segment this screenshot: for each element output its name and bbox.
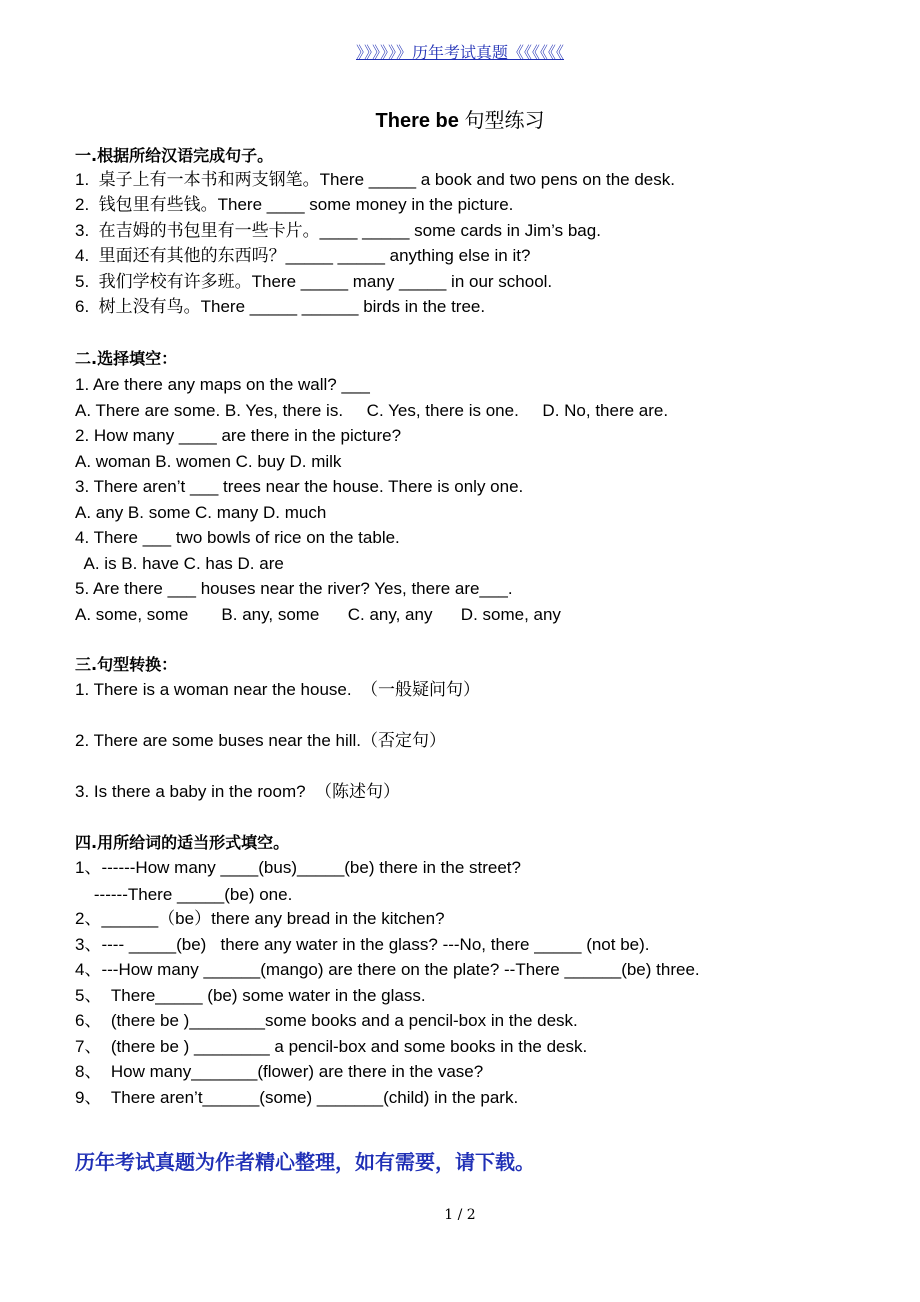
section1-item: 5. 我们学校有许多班。There _____ many _____ in our school. (75, 272, 553, 291)
section2-item: 3. There aren’t ___ trees near the house. There is only one. (75, 477, 524, 496)
section2-item: A. woman B. women C. buy D. milk (75, 452, 342, 471)
section4-item: 6、 (there be )________some books and a pencil-box in the desk. (75, 1011, 578, 1030)
section1-item: 6. 树上没有鸟。There _____ ______ birds in the tree. (75, 297, 486, 316)
section3-heading: 三.句型转换： (75, 655, 178, 674)
section3-item: 2. There are some buses near the hill.（否定句） (75, 731, 447, 750)
page-title (0, 104, 920, 133)
section2-item: 2. How many ____ are there in the picture? (75, 426, 402, 445)
section4-item: 3、---- _____(be) there any water in the glass? ---No, there _____ (not be). (75, 935, 650, 954)
title-english: There be (375, 110, 465, 132)
section4-item: 2、______（be）there any bread in the kitchen? (75, 909, 445, 928)
section4-item: 1、------How many ____(bus)_____(be) there in the street? (75, 858, 521, 877)
header-link[interactable]: 》》》》》》历年考试真题《《《《《《 (355, 43, 564, 62)
section1-item: 3. 在吉姆的书包里有一些卡片。____ _____ some cards in Jim’s bag. (75, 221, 601, 240)
section4-heading: 四.用所给词的适当形式填空。 (75, 833, 290, 852)
section2-item: 1. Are there any maps on the wall? ___ (75, 375, 370, 394)
section4-item: 4、---How many ______(mango) are there on the plate? --There ______(be) three. (75, 960, 700, 979)
section1-item: 1. 桌子上有一本书和两支钢笔。There _____ a book and two pens on the desk. (75, 170, 675, 189)
page-number: 1 / 2 (444, 1207, 476, 1223)
title-chinese: 句型练习 (464, 110, 545, 132)
section2-item: A. any B. some C. many D. much (75, 503, 327, 522)
section4-item: 9、 There aren’t______(some) _______(child) in the park. (75, 1088, 519, 1107)
download-promo-text: 历年考试真题为作者精心整理，如有需要，请下载。 (75, 1150, 535, 1174)
section3-item: 3. Is there a baby in the room? （陈述句） (75, 782, 401, 801)
section1-heading: 一.根据所给汉语完成句子。 (75, 146, 274, 165)
section2-item: A. some, some B. any, some C. any, any D. some, any (75, 605, 561, 624)
section4-item: 8、 How many_______(flower) are there in the vase? (75, 1062, 484, 1081)
section1-item: 4. 里面还有其他的东西吗？_____ _____ anything else in it? (75, 246, 531, 265)
section4-item: 7、 (there be ) ________ a pencil-box and some books in the desk. (75, 1037, 588, 1056)
section1-item: 2. 钱包里有些钱。There ____ some money in the picture. (75, 195, 514, 214)
section3-item: 1. There is a woman near the house. （一般疑问句） (75, 680, 481, 699)
section2-item: 5. Are there ___ houses near the river? Yes, there are___. (75, 579, 513, 598)
section2-heading: 二.选择填空： (75, 349, 178, 368)
section4-item: 5、 There_____ (be) some water in the glass. (75, 986, 426, 1005)
section4-item: ------There _____(be) one. (75, 885, 293, 904)
section2-item: 4. There ___ two bowls of rice on the table. (75, 528, 400, 547)
section2-item: A. There are some. B. Yes, there is. C. Yes, there is one. D. No, there are. (75, 401, 669, 420)
section2-item: A. is B. have C. has D. are (75, 554, 284, 573)
